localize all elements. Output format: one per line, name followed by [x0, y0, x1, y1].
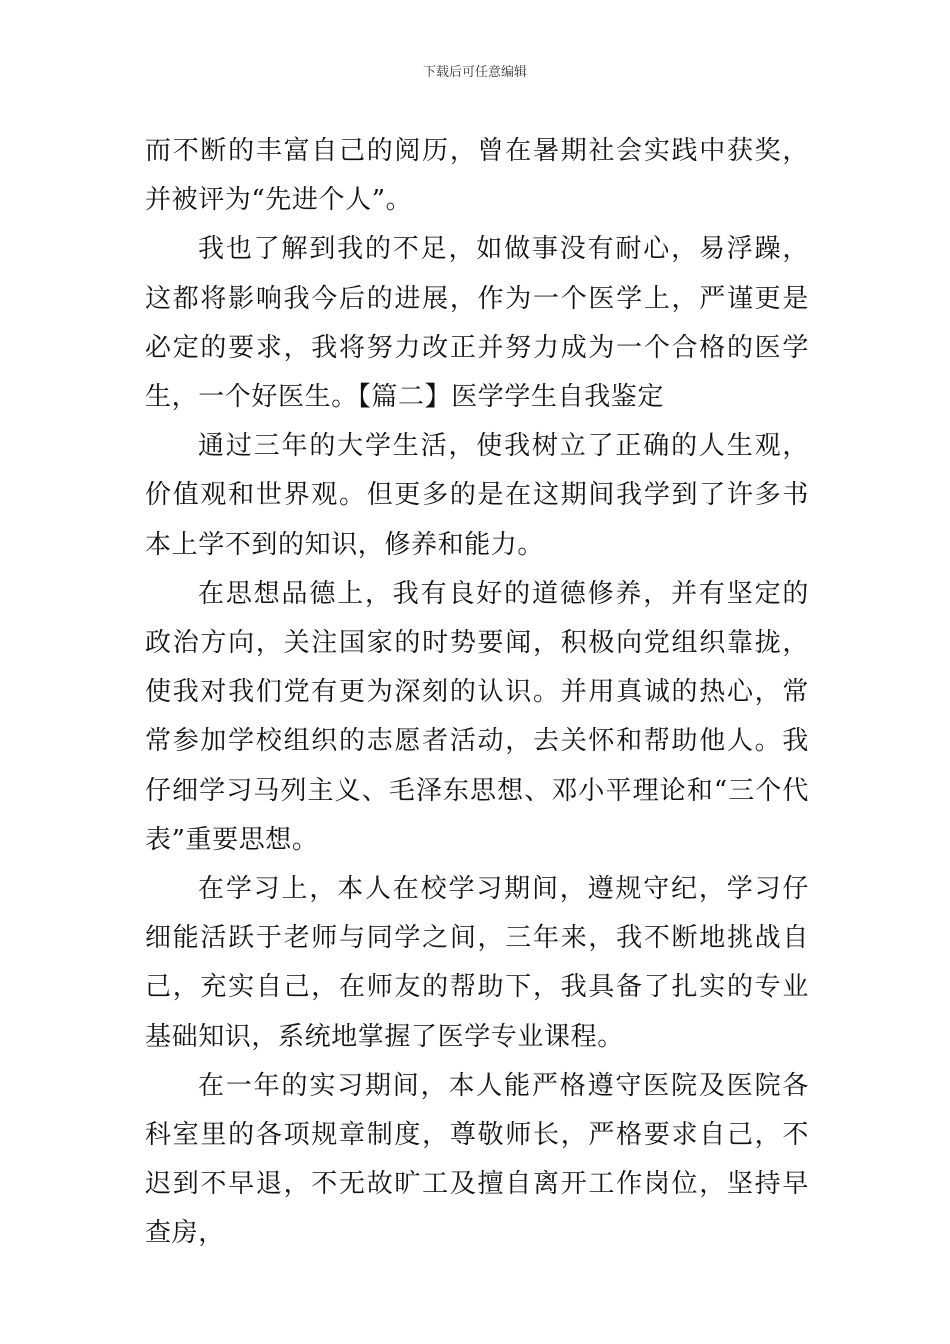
paragraph-3: 通过三年的大学生活，使我树立了正确的人生观，价值观和世界观。但更多的是在这期间我学到了许多书本上学不到的知识，修养和能力。 — [145, 431, 809, 560]
document-body — [145, 127, 809, 1259]
paragraph-5: 在学习上，本人在校学习期间，遵规守纪，学习仔细能活跃于老师与同学之间，三年来，我不断地挑战自己，充实自己，在师友的帮助下，我具备了扎实的专业基础知识，系统地掌握了医学专业课程。 — [145, 874, 809, 1052]
paragraph-2: 我也了解到我的不足，如做事没有耐心，易浮躁，这都将影响我今后的进展，作为一个医学上，严谨更是必定的要求，我将努力改正并努力成为一个合格的医学生，一个好医生。【篇二】医学学生自我鉴定 — [145, 234, 809, 413]
paragraph-6: 在一年的实习期间，本人能严格遵守医院及医院各科室里的各项规章制度，尊敬师长，严格要求自己，不迟到不早退，不无故旷工及擅自离开工作岗位，坚持早查房， — [145, 1070, 809, 1249]
paragraph-1: 而不断的丰富自己的阅历，曾在暑期社会实践中获奖，并被评为“先进个人”。 — [145, 136, 809, 216]
page-header: 下载后可任意编辑 — [422, 65, 527, 80]
paragraph-4: 在思想品德上，我有良好的道德修养，并有坚定的政治方向，关注国家的时势要闻，积极向党组织靠拢，使我对我们党有更为深刻的认识。并用真诚的热心，常常参加学校组织的志愿者活动，去关怀和帮助他人。我仔细学习马列主义、毛泽东思想、邓小平理论和“三个代表”重要思想。 — [145, 578, 809, 855]
